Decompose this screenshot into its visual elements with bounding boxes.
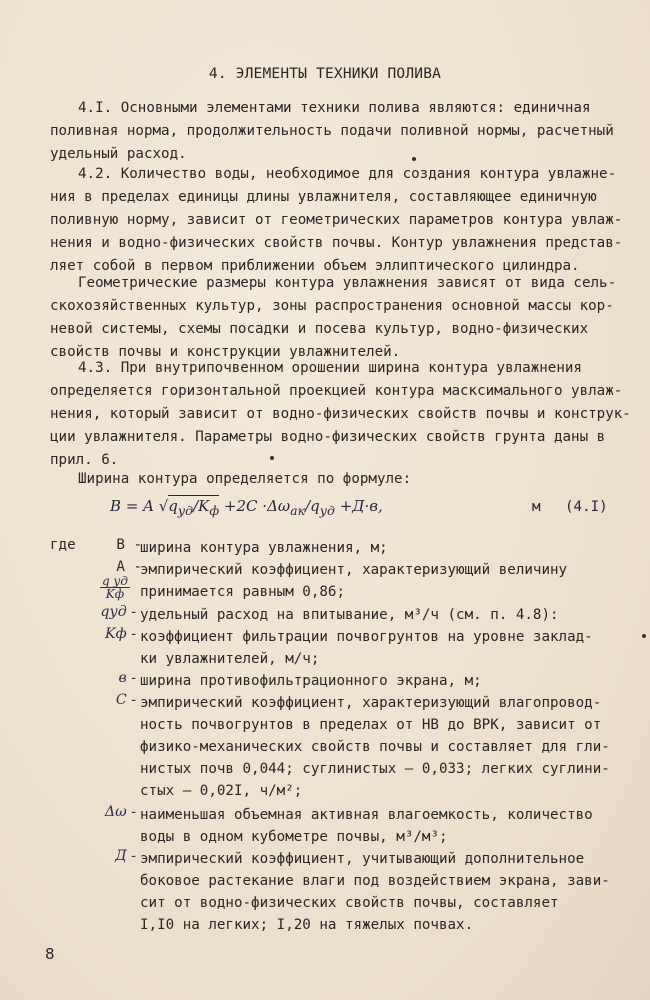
definition-B [140,537,650,559]
text-line: прил. 6. [50,452,119,468]
ink-speck [412,157,416,161]
ink-speck [270,456,274,460]
text-line: воды в одном кубометре почвы, м³/м³; [140,829,448,845]
text-line: сит от водно-физических свойств почвы, составляет [140,895,559,911]
text-line: ния в пределах единицы длины увлажнителя, составляющее единичную [50,189,597,205]
text-line: физико-механических свойств почвы и составляет для гли- [140,739,610,755]
definition-k-f [140,626,650,670]
text-line: нистых почв 0,044; суглинистых – 0,033; легких суглини- [140,761,610,777]
subscript: ак [290,503,306,518]
definition-q-over-k [140,581,650,603]
text-line: скохозяйственных культур, зоны распространения основной массы кор- [50,298,614,314]
symbol-B: В - [116,537,142,553]
text-line: стых – 0,02I, ч/м²; [140,783,303,799]
definition-delta-omega [140,804,650,848]
symbol-q-ud: qуд - [100,604,136,620]
text-line: эмпирический коэффициент, характеризующий величину [140,562,568,578]
text-line: ки увлажнителей, м/ч; [140,651,320,667]
text-line: наименьшая объемная активная влагоемкость, количество [140,807,593,823]
text-line: поливную норму, зависит от геометрических параметров контура увлаж- [50,212,623,228]
formula-4-1 [110,493,630,525]
ink-speck [642,634,646,638]
text-line: 4.3. При внутрипочвенном орошении ширина контура увлажнения [78,360,582,376]
text-line: эмпирический коэффициент, характеризующий влагопровод- [140,695,602,711]
text-line: удельный расход на впитывание, м³/ч (см. п. 4.8): [140,607,559,623]
formula-unit: м [532,499,541,515]
sqrt-term [168,495,220,518]
symbol-delta-omega: Δω - [104,804,136,820]
text-line: определяется горизонтальной проекцией контура масксимального увлаж- [50,383,623,399]
page-number: 8 [45,945,55,963]
text-line: боковое растекание влаги под воздействием экрана, зави- [140,873,610,889]
symbol-C: С - [115,692,136,708]
text-line: нения, который зависит от водно-физических свойств почвы и конструк- [50,406,631,422]
text-line: I,I0 на легких; I,20 на тяжелых почвах. [140,917,474,933]
text-line: 4.I. Основными элементами техники полива являются: единичная [78,100,591,116]
symbol-k-f: Kф - [104,626,136,642]
symbol-q-over-k [40,575,130,600]
section-title: 4. ЭЛЕМЕНТЫ ТЕХНИКИ ПОЛИВА [208,66,442,82]
text-line: свойств почвы и конструкции увлажнителей. [50,344,401,360]
text-line: Ширина контура определяется по формуле: [78,471,412,487]
definition-D [140,848,650,936]
definition-q-ud [140,604,650,626]
paragraph-4-2 [50,163,650,278]
text-line: невой системы, схемы посадки и посева культур, водно-физических [50,321,589,337]
subscript: уд [177,503,194,518]
formula-intro [50,468,650,491]
where-label: где [50,537,76,553]
text-line: ляет собой в первом приближении объем эллиптического цилиндра. [50,258,580,274]
text-line: 4.2. Количество воды, необходимое для создания контура увлажне- [78,166,617,182]
text-line: ность почвогрунтов в пределах от НВ до ВРК, зависит от [140,717,602,733]
text-line: ширина противофильтрационного экрана, м; [140,673,482,689]
symbol-q: q [168,497,178,515]
paragraph-4-2-continued [50,272,650,364]
symbol-v: в - [118,670,136,686]
text-line: поливная норма, продолжительность подачи поливной нормы, расчетный [50,123,614,139]
formula-mid-rest: /q [305,497,320,515]
text-line: удельный расход. [50,146,187,162]
text-line: ции увлажнителя. Параметры водно-физических свойств грунта даны в [50,429,606,445]
equation-number: (4.I) [565,499,608,515]
formula-end: +Д·в, [339,497,383,515]
paragraph-4-1 [50,97,650,166]
symbol-k: /K [193,497,210,515]
symbol-A: А - [116,559,142,575]
fraction-numerator: q уд [101,574,128,588]
formula-lhs: B = A [110,497,154,515]
text-line: коэффициент фильтрации почвогрунтов на уровне заклад- [140,629,593,645]
definition-v [140,670,650,692]
paragraph-4-3 [50,357,650,472]
fraction-denominator: Kф [105,587,125,601]
subscript: ф [209,503,220,518]
text-line: принимается равным 0,86; [140,584,345,600]
subscript: уд [319,503,335,518]
definition-A [140,559,650,581]
text-line: эмпирический коэффициент, учитывающий дополнительное [140,851,585,867]
fraction [100,575,130,600]
text-line: Геометрические размеры контура увлажнения зависят от вида сель- [78,275,617,291]
text-line: нения и водно-физических свойств почвы. Контур увлажнения представ- [50,235,623,251]
definition-C [140,692,650,802]
formula-expression: B = A $√q_{уд}/K_ф +2C \cdot\Delta\omega_{ак}/q_{уд} +Д\cdot в$, [110,497,383,518]
text-line: ширина контура увлажнения, м; [140,540,388,556]
formula-mid: +2C ·Δω [223,497,291,515]
symbol-D: Д - [115,848,136,864]
